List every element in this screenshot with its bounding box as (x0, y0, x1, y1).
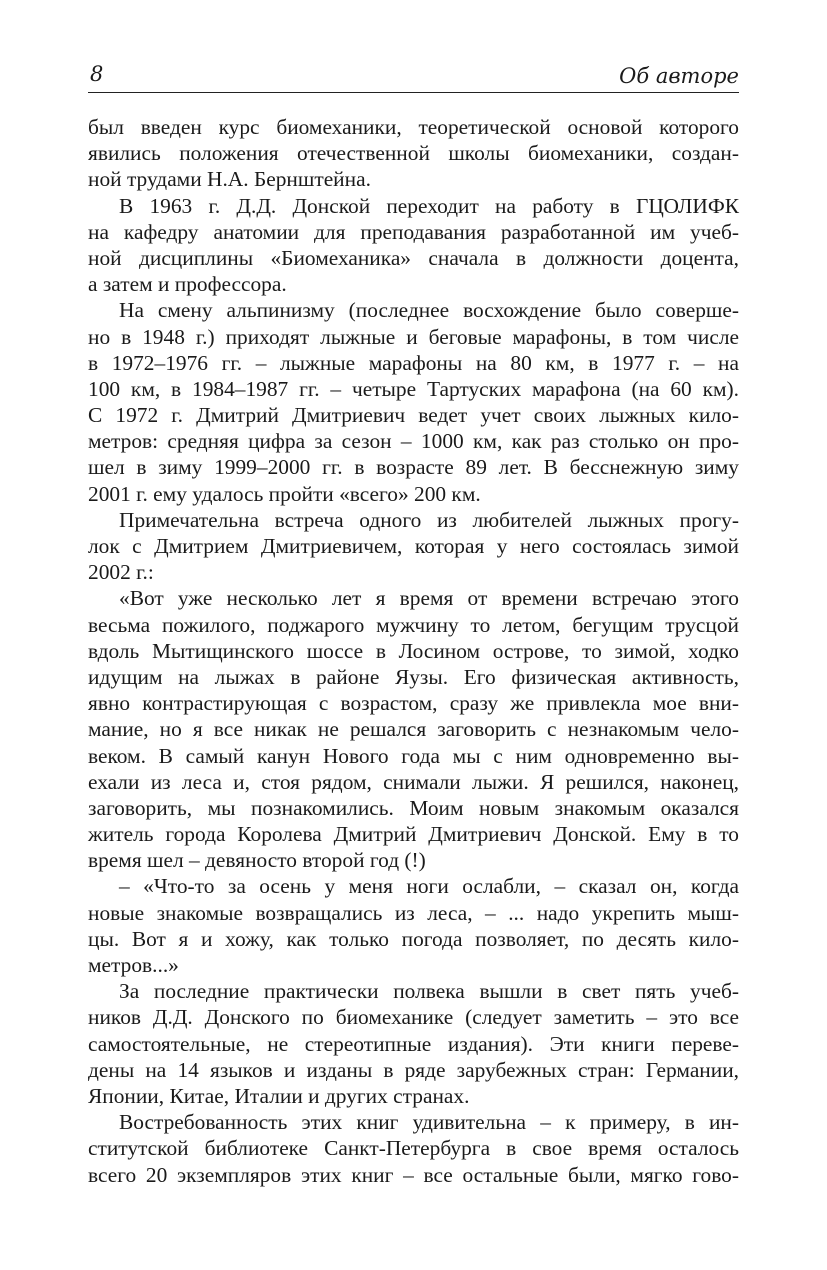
text-line: ехали из леса и, стоя рядом, снимали лыжи. Я решился, наконец, (88, 769, 739, 794)
text-line: ников Д.Д. Донского по биомеханике (следует заметить – это все (88, 1005, 739, 1030)
running-header (88, 62, 739, 93)
paragraph (88, 1109, 739, 1188)
text-line: За последние практически полвека вышли в свет пять учеб- (119, 979, 739, 1004)
text-line: самостоятельные, не стереотипные издания). Эти книги переве- (88, 1031, 739, 1056)
text-line: На смену альпинизму (последнее восхождение было соверше- (119, 298, 739, 323)
text-line: всего 20 экземпляров этих книг – все остальные были, мягко гово- (88, 1162, 739, 1187)
text-line: метров...» (88, 953, 179, 977)
text-line: был введен курс биомеханики, теоретической основой которого (88, 115, 739, 139)
text-line: мание, но я все никак не решался заговорить с незнакомым чело- (88, 717, 739, 742)
text-line: явились положения отечественной школы биомеханики, создан- (88, 141, 739, 166)
text-line: Японии, Китае, Италии и других странах. (88, 1083, 470, 1108)
text-line: но в 1948 г.) приходят лыжные и беговые марафоны, в том числе (88, 324, 739, 349)
text-line: – «Что-то за осень у меня ноги ослабли, – сказал он, когда (119, 874, 739, 899)
text-line: житель города Королева Дмитрий Дмитриевич Донской. Ему в то (88, 822, 739, 847)
text-line: цы. Вот я и хожу, как только погода позволяет, по десять кило- (88, 926, 739, 951)
text-line: ститутской библиотеке Санкт-Петербурга в свое время осталось (88, 1136, 739, 1161)
text-line: «Вот уже несколько лет я время от времени встречаю этого (119, 586, 739, 611)
text-line: явно контрастирующая с возрастом, сразу же привлекла мое вни- (88, 691, 739, 716)
text-line: вдоль Мытищинского шоссе в Лосином острове, то зимой, ходко (88, 638, 739, 663)
paragraph (88, 585, 739, 873)
text-line: Востребованность этих книг удивительна – к примеру, в ин- (119, 1110, 739, 1135)
body-text (88, 114, 739, 1188)
text-line: дены на 14 языков и изданы в ряде зарубежных стран: Германии, (88, 1057, 739, 1082)
text-line: В 1963 г. Д.Д. Донской переходит на работу в ГЦОЛИФК (119, 193, 739, 218)
paragraph (88, 978, 739, 1109)
text-line: идущим на лыжах в районе Яузы. Его физическая активность, (88, 664, 739, 689)
text-line: ной трудами Н.А. Бернштейна. (88, 167, 371, 192)
paragraph (88, 193, 739, 298)
text-line: метров: средняя цифра за сезон – 1000 км, как раз столько он про- (88, 429, 739, 454)
text-line: 100 км, в 1984–1987 гг. – четыре Тартуских марафона (на 60 км). (88, 376, 739, 401)
paragraph (88, 507, 739, 586)
page-number: 8 (90, 62, 104, 86)
text-line: 2001 г. ему удалось пройти «всего» 200 км. (88, 481, 481, 506)
text-line: заговорить, мы познакомились. Моим новым знакомым оказался (88, 795, 739, 820)
text-line: а затем и профессора. (88, 272, 287, 297)
text-line: ной дисциплины «Биомеханика» сначала в должности доцента, (88, 245, 739, 270)
text-line: новые знакомые возвращались из леса, – ... надо укрепить мыш- (88, 900, 739, 925)
paragraph (88, 114, 739, 193)
text-line: время шел – девяносто второй год (!) (88, 848, 426, 873)
paragraph (88, 873, 739, 978)
text-line: лок с Дмитрием Дмитриевичем, которая у него состоялась зимой (88, 534, 739, 558)
text-line: в 1972–1976 гг. – лыжные марафоны на 80 км, в 1977 г. – на (88, 350, 739, 375)
text-line: 2002 г.: (88, 560, 154, 585)
section-title: Об авторе (619, 64, 739, 88)
text-line: С 1972 г. Дмитрий Дмитриевич ведет учет своих лыжных кило- (88, 403, 739, 428)
paragraph (88, 297, 739, 507)
text-line: Примечательна встреча одного из любителей лыжных прогу- (119, 507, 739, 532)
text-line: шел в зиму 1999–2000 гг. в возрасте 89 лет. В бесснежную зиму (88, 455, 739, 480)
text-line: веком. В самый канун Нового года мы с ним одновременно вы- (88, 743, 739, 768)
text-line: на кафедру анатомии для преподавания разработанной им учеб- (88, 219, 739, 244)
text-line: весьма пожилого, поджарого мужчину то летом, бегущим трусцой (88, 612, 739, 637)
